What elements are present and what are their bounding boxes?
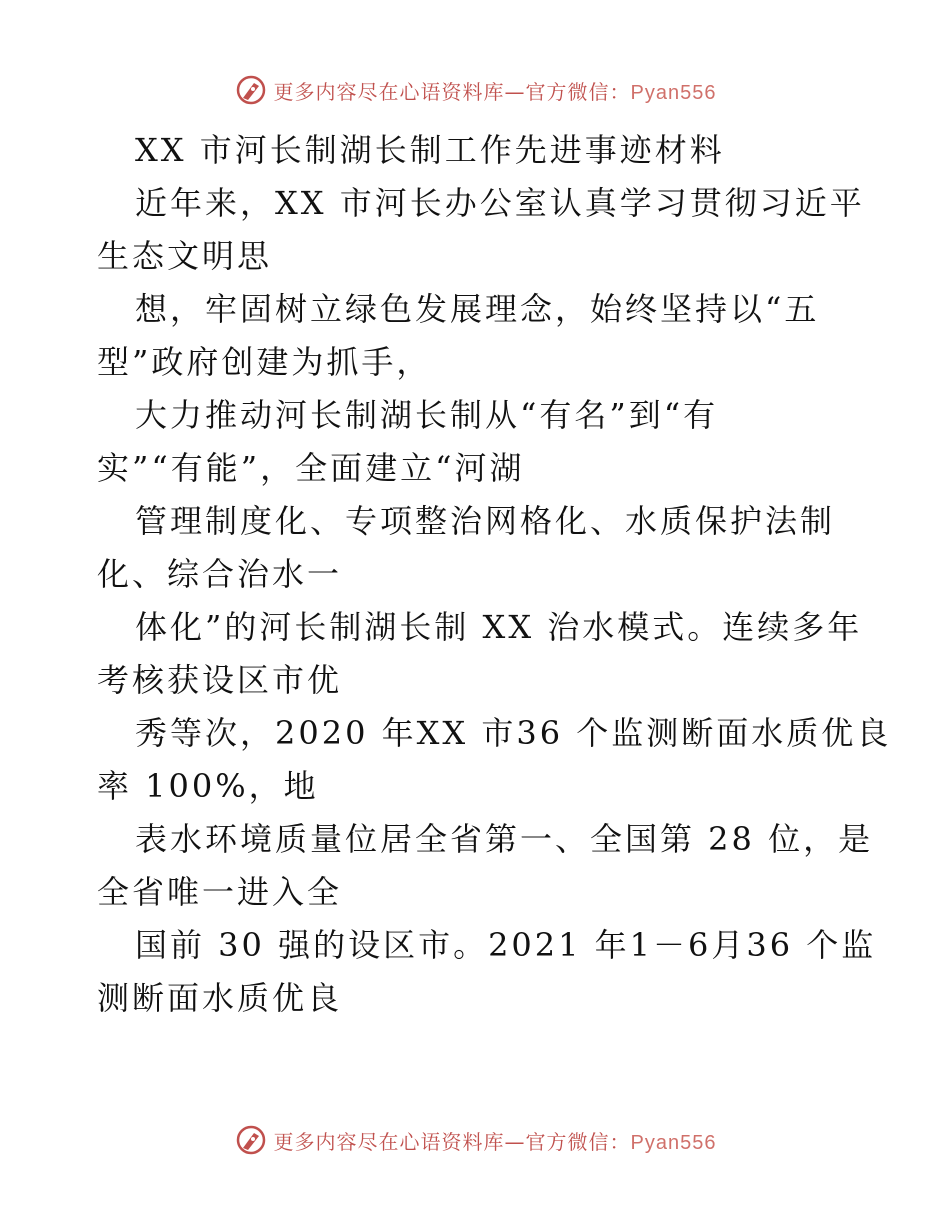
- document-line: 考核获设区市优: [97, 661, 343, 699]
- document-line: 化、综合治水一: [97, 555, 343, 593]
- document-line: 表水环境质量位居全省第一、全国第 28 位，是: [135, 820, 874, 858]
- document-line: 测断面水质优良: [97, 979, 343, 1017]
- document-line: 率 100%，地: [97, 767, 319, 805]
- watermark-text: 更多内容尽在心语资料库—官方微信：Pyan556: [273, 79, 717, 104]
- pen-nib-icon: [234, 73, 268, 107]
- document-line: 秀等次，2020 年XX 市36 个监测断面水质优良: [135, 714, 892, 752]
- document-line: 近年来，XX 市河长办公室认真学习贯彻习近平: [135, 184, 865, 222]
- document-line: 大力推动河长制湖长制从“有名”到“有: [135, 396, 719, 434]
- pen-nib-icon: [234, 1123, 268, 1157]
- document-line: 想，牢固树立绿色发展理念，始终坚持以“五: [135, 290, 820, 328]
- document-line: 实”“有能”，全面建立“河湖: [97, 449, 525, 487]
- document-line: XX 市河长制湖长制工作先进事迹材料: [135, 131, 725, 169]
- document-body: [97, 124, 892, 1025]
- watermark-text: 更多内容尽在心语资料库—官方微信：Pyan556: [273, 1129, 717, 1154]
- document-line: 国前 30 强的设区市。2021 年1－6月36 个监: [135, 926, 877, 964]
- document-line: 型”政府创建为抓手，: [97, 343, 432, 381]
- document-line: 生态文明思: [97, 237, 273, 275]
- watermark-wechat-id: Pyan556: [630, 1131, 717, 1154]
- watermark-header: [0, 70, 950, 110]
- watermark-wechat-id: Pyan556: [630, 81, 717, 104]
- watermark-footer: [0, 1120, 950, 1160]
- document-line: 体化”的河长制湖长制 XX 治水模式。连续多年: [135, 608, 863, 646]
- document-line: 全省唯一进入全: [97, 873, 343, 911]
- document-line: 管理制度化、专项整治网格化、水质保护法制: [135, 502, 836, 540]
